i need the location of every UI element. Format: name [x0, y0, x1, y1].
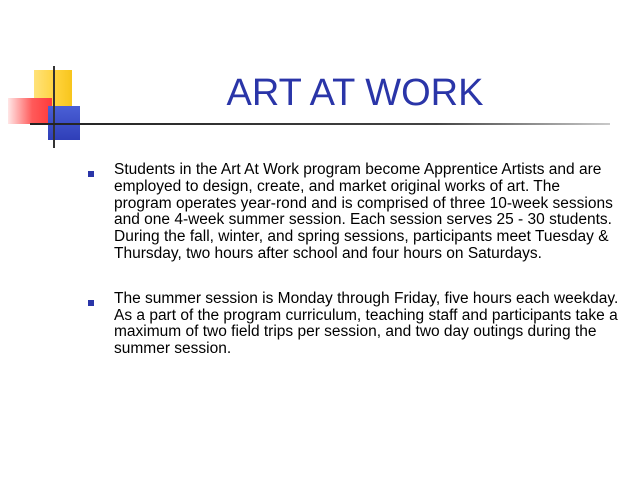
bullet-item: [86, 291, 622, 358]
bullet-square-icon: [88, 171, 94, 177]
slide-title: ART AT WORK: [226, 72, 484, 114]
bullet-item: [86, 162, 622, 263]
slide-body: [86, 162, 622, 386]
bullet-text: The summer session is Monday through Friday, five hours each weekday. As a part of the program curriculum, teaching staff and participants take a maximum of two field trips per session, and two day outings during the summer session.: [114, 289, 619, 358]
logo-vertical-line: [53, 66, 55, 148]
bullet-text: Students in the Art At Work program become Apprentice Artists and are employed to design, create, and market original works of art. The program operates year-rond and is comprised of three 10-week sessions and one 4-week summer session. Each session serves 25 - 30 students. During the fall, winter, and spring sessions, participants meet Tuesday & Thursday, two hours after school and four hours on Saturdays.: [114, 161, 613, 262]
logo-red-square: [8, 98, 52, 124]
title-underline-rule: [30, 123, 610, 125]
bullet-square-icon: [88, 300, 94, 306]
